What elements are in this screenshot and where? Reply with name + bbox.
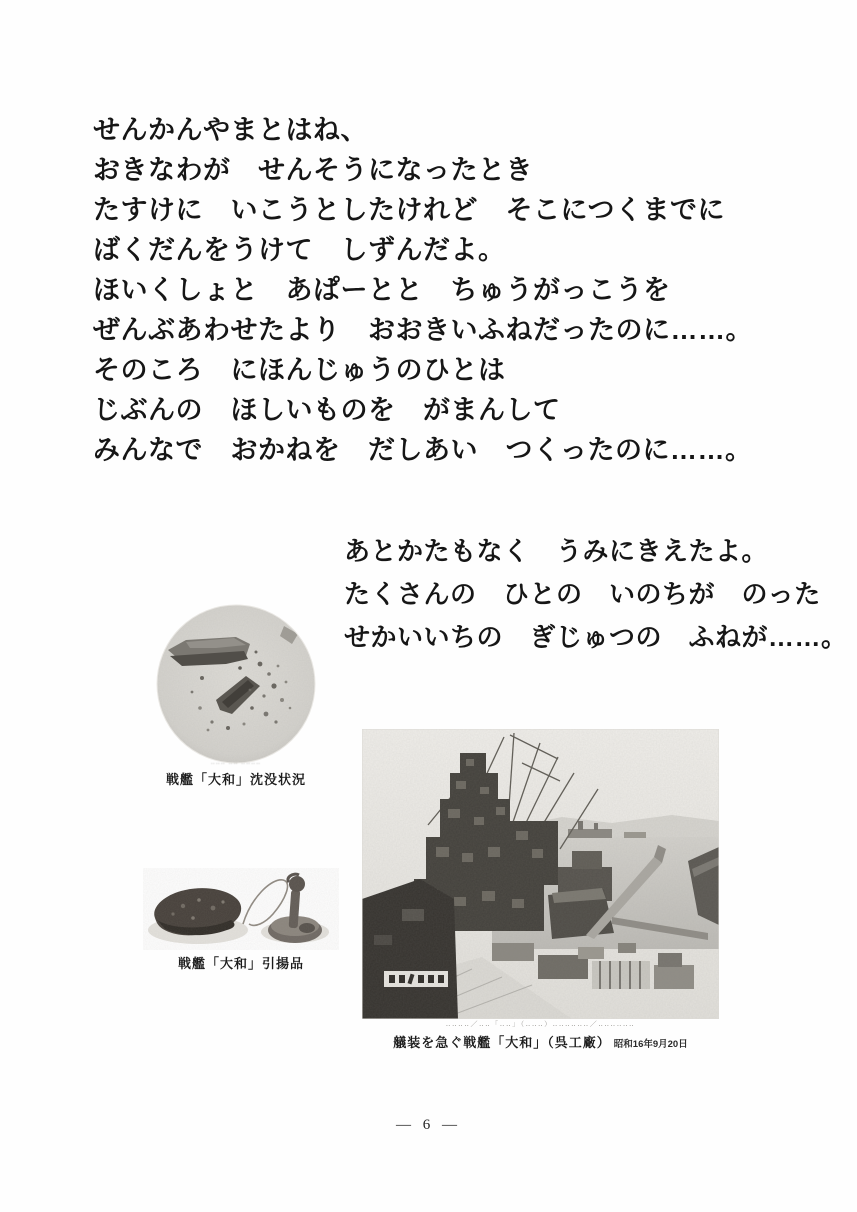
fitting-out-caption-date: 昭和16年9月20日 [613,1039,688,1050]
yamato-fitting-out-photo [362,729,719,1019]
figure-salvaged-items [143,868,339,972]
salvage-caption: 戦艦「大和」引揚品 [177,956,304,971]
wreck-micro-credit: ‥‥‥ ‥‥ ‥‥‥‥ [210,760,262,766]
poem-line: あとかたもなく うみにきえたよ。 [344,536,769,566]
photo-credit-line: ‥‥‥‥／‥‥「‥‥」（‥‥‥）‥‥‥‥‥‥／‥‥‥‥‥‥ [445,1021,636,1028]
poem-line: ぜんぶあわせたより おおきいふねだったのに……。 [93,315,753,345]
poem-line: せんかんやまとはね、 [93,115,368,145]
poem-stanza-1 [93,110,753,470]
poem-line: せかいいちの ぎじゅつの ふねが……。 [344,622,848,652]
poem-line: たすけに いこうとしたけれど そこにつくまでに [93,195,725,225]
figure-fitting-out [362,729,719,1051]
page-number: — 6 — [396,1117,461,1133]
poem-line: おきなわが せんそうになったとき [93,155,533,185]
poem-line: ほいくしょと あぱーとと ちゅうがっこうを [93,275,671,305]
figure-wreck-sonar [146,604,326,788]
fitting-out-caption-text: 艤装を急ぐ戦艦「大和」（呉工廠） [393,1035,611,1050]
poem-stanza-2 [344,530,848,659]
fitting-out-caption [362,1032,719,1051]
poem-line: たくさんの ひとの いのちが のった [344,579,821,609]
poem-line: そのころ にほんじゅうのひとは [93,355,506,385]
poem-line: じぶんの ほしいものを がまんして [93,395,561,425]
wreck-caption: 戦艦「大和」沈没状況 [165,772,306,787]
wreck-sonar-photo [156,604,316,764]
poem-line: みんなで おかねを だしあい つくったのに……。 [93,435,753,465]
poem-line: ばくだんをうけて しずんだよ。 [93,235,506,265]
salvaged-items-photo [143,868,339,950]
